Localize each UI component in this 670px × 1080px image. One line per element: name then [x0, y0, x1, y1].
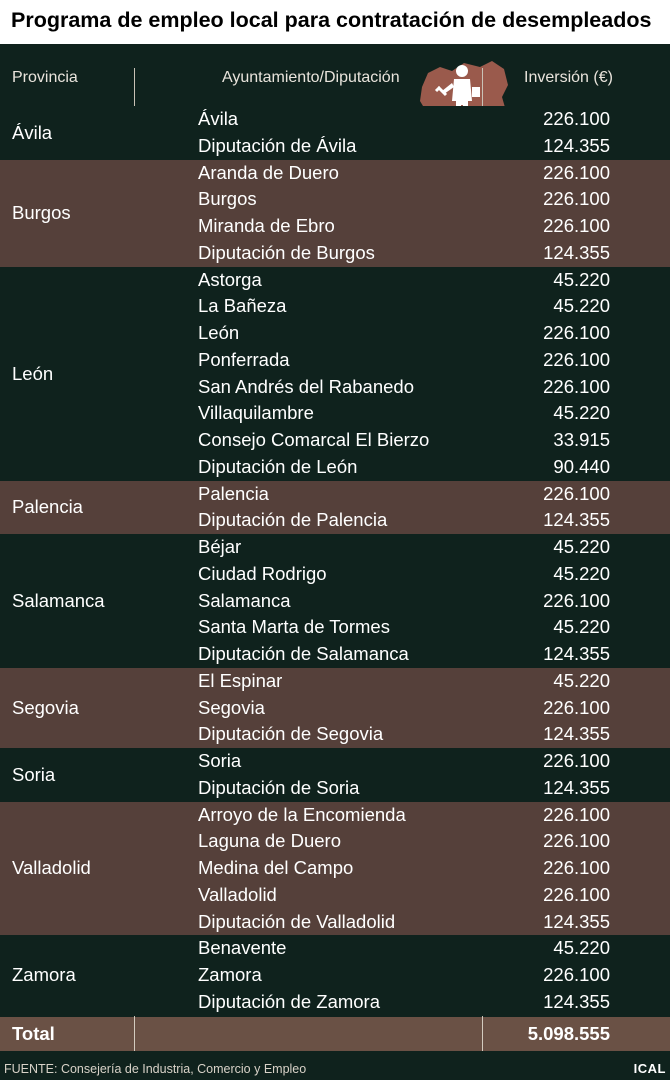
header-ayuntamiento: Ayuntamiento/Diputación	[222, 69, 400, 86]
ayuntamiento-cell: San Andrés del Rabanedo	[198, 375, 415, 397]
table-row	[0, 454, 670, 481]
inversion-cell: 226.100	[543, 215, 610, 236]
ayuntamiento-cell: Santa Marta de Tormes	[198, 616, 390, 638]
inversion-cell: 226.100	[543, 348, 610, 370]
province-group	[0, 748, 670, 802]
ayuntamiento-cell: Diputación de Soria	[198, 776, 360, 798]
province-group	[0, 267, 670, 481]
table-row	[0, 427, 670, 454]
ayuntamiento-cell: Valladolid	[198, 883, 277, 905]
table-row	[0, 106, 670, 133]
brand-logo: ICAL	[633, 1061, 666, 1076]
ayuntamiento-cell: Béjar	[198, 536, 242, 557]
inversion-cell: 226.100	[543, 188, 610, 210]
table-row	[0, 213, 670, 240]
ayuntamiento-cell: Ávila	[198, 108, 239, 129]
inversion-cell: 226.100	[543, 161, 610, 183]
ayuntamiento-cell: León	[198, 322, 240, 343]
inversion-cell: 124.355	[543, 990, 610, 1012]
province-name: Soria	[12, 763, 56, 785]
source-note: FUENTE: Consejería de Industria, Comercio y Empleo	[4, 1062, 307, 1076]
table-row	[0, 160, 670, 187]
inversion-cell: 226.100	[543, 830, 610, 852]
total-value: 5.098.555	[527, 1023, 610, 1044]
inversion-cell: 226.100	[543, 696, 610, 718]
inversion-cell: 226.100	[543, 964, 610, 985]
table-row	[0, 534, 670, 561]
province-name: Burgos	[12, 202, 71, 223]
ayuntamiento-cell: Miranda de Ebro	[198, 215, 335, 236]
inversion-cell: 226.100	[543, 322, 610, 343]
table-row	[0, 186, 670, 213]
table-row	[0, 668, 670, 695]
table-row	[0, 347, 670, 374]
table-row	[0, 828, 670, 855]
ayuntamiento-cell: Diputación de Salamanca	[198, 643, 409, 664]
inversion-cell: 45.220	[553, 669, 610, 691]
ayuntamiento-cell: La Bañeza	[198, 295, 287, 317]
table-row	[0, 374, 670, 401]
table-row	[0, 641, 670, 668]
inversion-cell: 124.355	[543, 643, 610, 664]
total-row	[0, 1017, 670, 1051]
inversion-cell: 45.220	[553, 937, 610, 959]
ayuntamiento-cell: Zamora	[198, 964, 262, 985]
table-row	[0, 962, 670, 989]
inversion-cell: 45.220	[553, 268, 610, 290]
table-row	[0, 267, 670, 294]
table-row	[0, 909, 670, 936]
inversion-cell: 226.100	[543, 750, 610, 771]
ayuntamiento-cell: Soria	[198, 750, 242, 771]
province-group	[0, 160, 670, 267]
header-inversion: Inversión (€)	[524, 69, 613, 86]
total-divider-2	[482, 1017, 483, 1051]
ayuntamiento-cell: Burgos	[198, 188, 257, 210]
ayuntamiento-cell: Diputación de Palencia	[198, 509, 388, 531]
province-name: Valladolid	[12, 857, 91, 879]
province-group	[0, 481, 670, 535]
ayuntamiento-cell: Diputación de León	[198, 455, 358, 477]
ayuntamiento-cell: Benavente	[198, 937, 287, 959]
table-row	[0, 133, 670, 160]
province-group	[0, 802, 670, 936]
inversion-cell: 226.100	[543, 589, 610, 611]
province-name: Salamanca	[12, 589, 105, 611]
table-row	[0, 400, 670, 427]
inversion-cell: 226.100	[543, 857, 610, 878]
investment-table	[0, 106, 670, 1016]
table-row	[0, 935, 670, 962]
province-name: Zamora	[12, 964, 76, 986]
inversion-cell: 226.100	[543, 108, 610, 129]
table-row	[0, 802, 670, 829]
total-label: Total	[12, 1023, 55, 1044]
ayuntamiento-cell: El Espinar	[198, 669, 283, 691]
total-divider-1	[134, 1017, 135, 1051]
inversion-cell: 226.100	[543, 883, 610, 905]
table-row	[0, 721, 670, 748]
inversion-cell: 45.220	[553, 536, 610, 557]
inversion-cell: 33.915	[553, 429, 610, 450]
table-header	[0, 44, 670, 106]
ayuntamiento-cell: Astorga	[198, 268, 262, 290]
inversion-cell: 90.440	[553, 455, 610, 477]
inversion-cell: 45.220	[553, 562, 610, 584]
table-row	[0, 240, 670, 267]
table-row	[0, 481, 670, 508]
ayuntamiento-cell: Diputación de Ávila	[198, 134, 357, 156]
page-title: Programa de empleo local para contratación de desempleados	[0, 0, 670, 44]
province-name: León	[12, 362, 54, 384]
table-row	[0, 561, 670, 588]
ayuntamiento-cell: Ponferrada	[198, 348, 290, 370]
ayuntamiento-cell: Medina del Campo	[198, 857, 354, 878]
ayuntamiento-cell: Diputación de Burgos	[198, 241, 375, 263]
province-name: Palencia	[12, 496, 83, 518]
inversion-cell: 226.100	[543, 375, 610, 397]
table-row	[0, 588, 670, 615]
ayuntamiento-cell: Salamanca	[198, 589, 291, 611]
ayuntamiento-cell: Palencia	[198, 482, 269, 504]
province-name: Segovia	[12, 696, 79, 718]
footer	[0, 1058, 670, 1080]
inversion-cell: 45.220	[553, 402, 610, 424]
ayuntamiento-cell: Diputación de Valladolid	[198, 910, 396, 932]
ayuntamiento-cell: Laguna de Duero	[198, 830, 341, 852]
province-group	[0, 534, 670, 668]
table-row	[0, 748, 670, 775]
table-row	[0, 695, 670, 722]
ayuntamiento-cell: Consejo Comarcal El Bierzo	[198, 429, 430, 450]
province-group	[0, 935, 670, 1015]
province-group	[0, 106, 670, 160]
ayuntamiento-cell: Diputación de Segovia	[198, 723, 384, 745]
ayuntamiento-cell: Ciudad Rodrigo	[198, 562, 327, 584]
inversion-cell: 124.355	[543, 241, 610, 263]
table-row	[0, 855, 670, 882]
inversion-cell: 124.355	[543, 509, 610, 531]
inversion-cell: 124.355	[543, 723, 610, 745]
table-row	[0, 293, 670, 320]
inversion-cell: 226.100	[543, 482, 610, 504]
province-name: Ávila	[12, 121, 53, 143]
inversion-cell: 124.355	[543, 910, 610, 932]
ayuntamiento-cell: Aranda de Duero	[198, 161, 339, 183]
table-row	[0, 989, 670, 1016]
inversion-cell: 226.100	[543, 803, 610, 825]
inversion-cell: 124.355	[543, 776, 610, 798]
table-row	[0, 507, 670, 534]
ayuntamiento-cell: Villaquilambre	[198, 402, 314, 424]
inversion-cell: 124.355	[543, 134, 610, 156]
ayuntamiento-cell: Diputación de Zamora	[198, 990, 381, 1012]
province-group	[0, 668, 670, 748]
inversion-cell: 45.220	[553, 616, 610, 638]
table-row	[0, 775, 670, 802]
table-row	[0, 320, 670, 347]
ayuntamiento-cell: Segovia	[198, 696, 265, 718]
table-row	[0, 882, 670, 909]
header-provincia: Provincia	[12, 69, 78, 86]
ayuntamiento-cell: Arroyo de la Encomienda	[198, 803, 406, 825]
inversion-cell: 45.220	[553, 295, 610, 317]
table-row	[0, 614, 670, 641]
